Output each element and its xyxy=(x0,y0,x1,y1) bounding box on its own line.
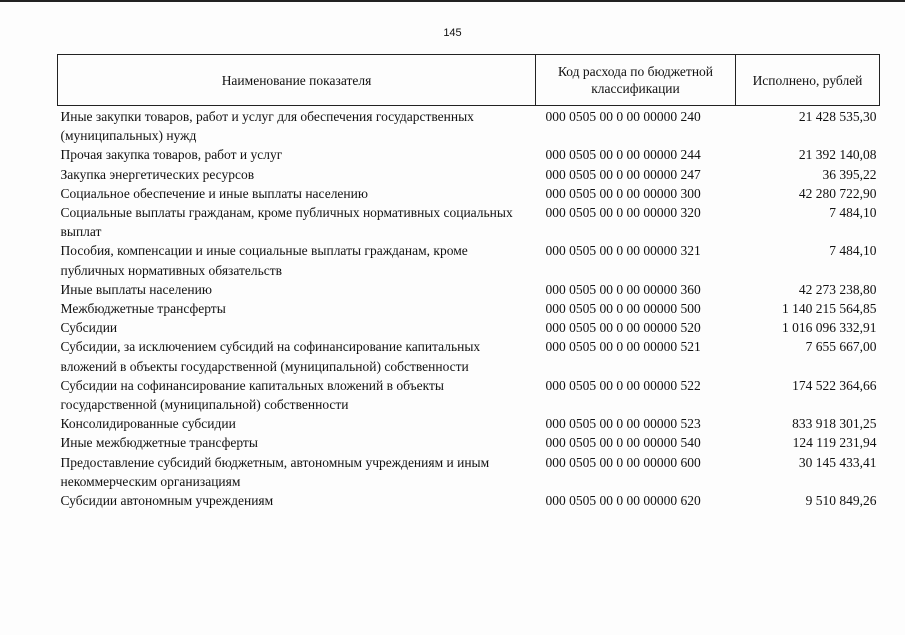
table-row xyxy=(58,318,880,337)
row-name: Прочая закупка товаров, работ и услуг xyxy=(60,147,283,163)
header-code: Код расхода по бюджетной классификации xyxy=(536,55,736,106)
table-row xyxy=(58,280,880,299)
row-amount: 7 484,10 xyxy=(829,205,877,221)
table-row xyxy=(58,337,880,375)
table-row xyxy=(58,299,880,318)
row-code: 000 0505 00 0 00 00000 247 xyxy=(545,166,701,182)
row-code: 000 0505 00 0 00 00000 522 xyxy=(545,377,701,393)
row-code: 000 0505 00 0 00 00000 240 xyxy=(545,109,701,124)
row-amount: 42 273 238,80 xyxy=(798,281,877,297)
row-amount: 7 484,10 xyxy=(829,243,877,259)
row-name: Пособия, компенсации и иные социальные выплаты гражданам, кроме публичных нормативных обязательств xyxy=(60,243,468,278)
row-amount: 42 280 722,90 xyxy=(798,185,877,201)
row-code: 000 0505 00 0 00 00000 500 xyxy=(545,301,701,317)
table-row xyxy=(58,414,880,433)
row-name: Субсидии xyxy=(60,320,118,336)
table-header-row xyxy=(58,55,880,106)
row-amount: 1 140 215 564,85 xyxy=(782,301,877,317)
row-code: 000 0505 00 0 00 00000 520 xyxy=(545,320,701,336)
page-number: 145 xyxy=(443,27,462,39)
row-code: 000 0505 00 0 00 00000 600 xyxy=(545,454,701,470)
row-code: 000 0505 00 0 00 00000 244 xyxy=(545,147,701,163)
row-amount: 21 392 140,08 xyxy=(798,147,877,163)
table-row xyxy=(58,241,880,279)
row-code: 000 0505 00 0 00 00000 320 xyxy=(545,205,701,221)
row-amount: 124 119 231,94 xyxy=(792,435,877,451)
row-name: Социальное обеспечение и иные выплаты населению xyxy=(60,185,368,201)
row-name: Иные межбюджетные трансферты xyxy=(60,435,258,451)
row-amount: 36 395,22 xyxy=(822,166,877,182)
row-name: Консолидированные субсидии xyxy=(60,416,236,432)
table-row xyxy=(58,491,880,510)
row-name: Субсидии, за исключением субсидий на софинансирование капитальных вложений в объекты государственной (муниципальной) собственности xyxy=(60,339,481,374)
row-name: Субсидии автономным учреждениям xyxy=(60,493,274,509)
row-code: 000 0505 00 0 00 00000 300 xyxy=(545,185,701,201)
table-row xyxy=(58,203,880,241)
row-code: 000 0505 00 0 00 00000 521 xyxy=(545,339,701,355)
row-amount: 1 016 096 332,91 xyxy=(782,320,877,336)
row-amount: 833 918 301,25 xyxy=(792,416,877,432)
row-amount: 7 655 667,00 xyxy=(805,339,877,355)
row-amount: 30 145 433,41 xyxy=(798,454,877,470)
top-border-line xyxy=(0,0,905,2)
row-name: Закупка энергетических ресурсов xyxy=(60,166,255,182)
row-amount: 9 510 849,26 xyxy=(805,493,877,509)
row-name: Межбюджетные трансферты xyxy=(60,301,226,317)
row-amount: 21 428 535,30 xyxy=(798,109,877,124)
row-name: Предоставление субсидий бюджетным, автономным учреждениям и иным некоммерческим организациям xyxy=(60,454,490,489)
budget-table xyxy=(57,54,880,510)
row-name: Субсидии на софинансирование капитальных вложений в объекты государственной (муниципальной) собственности xyxy=(60,377,444,413)
table-row xyxy=(58,433,880,452)
row-code: 000 0505 00 0 00 00000 321 xyxy=(545,243,701,259)
table-row xyxy=(58,145,880,164)
row-amount: 174 522 364,66 xyxy=(792,377,877,393)
table-row xyxy=(58,453,880,491)
row-name: Иные закупки товаров, работ и услуг для обеспечения государственных (муниципальных) нужд xyxy=(60,109,474,144)
table-row xyxy=(58,165,880,184)
header-name: Наименование показателя xyxy=(58,55,536,106)
row-code: 000 0505 00 0 00 00000 523 xyxy=(545,416,701,432)
row-name: Иные выплаты населению xyxy=(60,281,212,297)
table-row xyxy=(58,184,880,203)
row-code: 000 0505 00 0 00 00000 360 xyxy=(545,281,701,297)
row-name: Социальные выплаты гражданам, кроме публичных нормативных социальных выплат xyxy=(60,205,513,240)
table-row xyxy=(58,376,880,414)
row-code: 000 0505 00 0 00 00000 540 xyxy=(545,435,701,451)
table-row xyxy=(58,106,880,146)
header-amount: Исполнено, рублей xyxy=(736,55,880,106)
row-code: 000 0505 00 0 00 00000 620 xyxy=(545,493,701,509)
